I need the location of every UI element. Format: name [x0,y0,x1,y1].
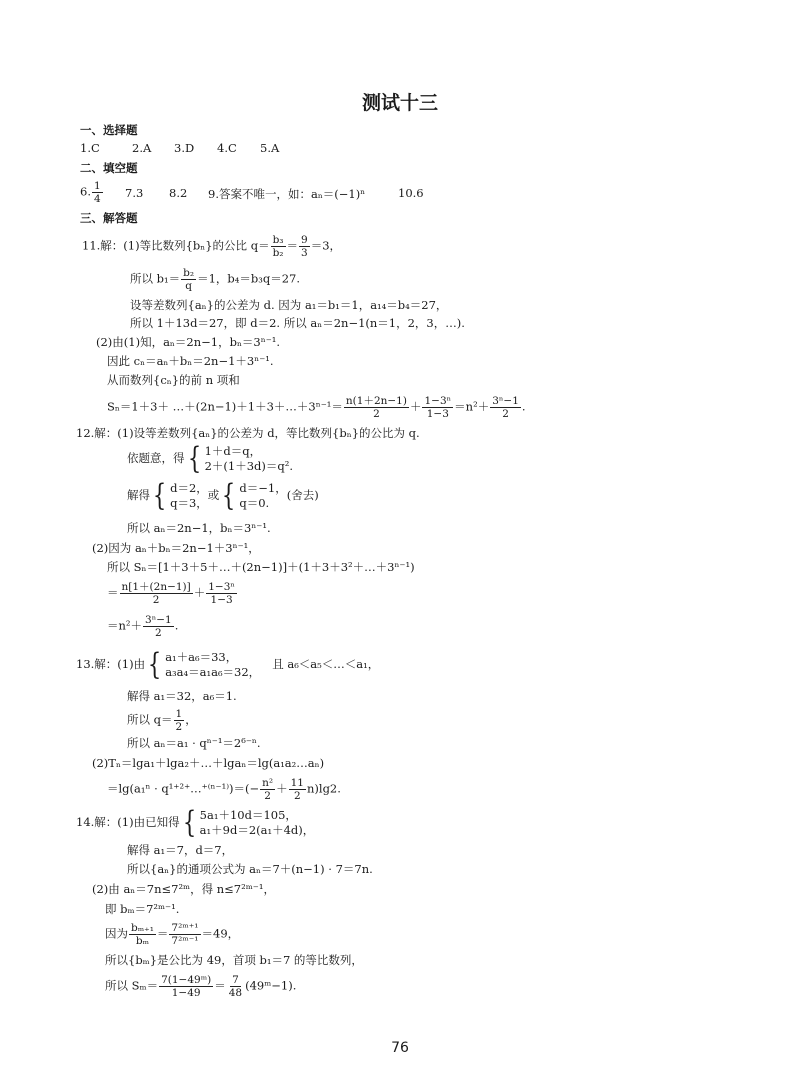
q13-line-2: 解得 a₁＝32，a₆＝1. [127,689,237,703]
q13-line-1: 13.解：(1)由 { a₁＋a₆＝33， a₃a₄＝a₁a₆＝32， 且 a₆＜a₅＜…＜a₁， [76,647,380,682]
equation-system: { 5a₁＋10d＝105， a₁＋9d＝2(a₁＋4d)， [182,805,315,840]
q11-line-5: (2)由(1)知，aₙ＝2n−1，bₙ＝3ⁿ⁻¹. [96,335,281,349]
fraction: $\frac{n(1+2n-1)}{2}$ [345,395,407,420]
fraction: $\frac{7}{48}$ [228,974,243,999]
q12-line-6: 所以 Sₙ＝[1＋3＋5＋…＋(2n−1)]＋(1＋3＋3²＋…＋3ⁿ⁻¹) [107,560,415,574]
choice-answer: 3.D [174,141,195,155]
q11-line-2: 所以 b₁＝ $\frac{\text{b₂}}{q}$ ＝1，b₄＝b₃q＝27. [130,267,300,292]
q14-line-3: 所以{aₙ}的通项公式为 aₙ＝7＋(n−1) · 7＝7n. [127,862,373,876]
fraction: $\frac{\text{1−3ⁿ}}{1-3}$ [208,581,235,606]
q11-line-7: 从而数列{cₙ}的前 n 项和 [107,373,240,387]
choice-answer: 1.C [80,141,100,155]
q12-line-5: (2)因为 aₙ＋bₙ＝2n−1＋3ⁿ⁻¹， [92,541,260,555]
fraction: $\frac{11}{2}$ [290,777,304,802]
fraction: $\frac{9}{3}$ [301,234,308,259]
q14-line-1: 14.解：(1)由已知得 { 5a₁＋10d＝105， a₁＋9d＝2(a₁＋4d)， [76,805,315,840]
q12-line-1: 12.解：(1)设等差数列{aₙ}的公差为 d，等比数列{bₙ}的公比为 q. [76,426,420,440]
section-heading-fill: 二、填空题 [80,161,138,175]
fraction: $\frac{n[1+(2n-1)]}{2}$ [121,581,191,606]
section-heading-solve: 三、解答题 [80,211,138,225]
fraction: $\frac{\text{n²}}{2}$ [262,777,274,802]
q14-line-8: 所以 Sₘ＝ $\frac{\text{7(1−49ᵐ)}}{1-49}$ ＝ $\frac{7}{48}$ (49ᵐ−1). [105,974,297,999]
equation-system: { 1＋d＝q， 2＋(1＋3d)＝q². [187,441,294,476]
q14-line-5: 即 bₘ＝7²ᵐ⁻¹. [105,902,180,916]
fill-answer-9: 9.答案不唯一，如：aₙ＝(−1)ⁿ [208,187,366,201]
q12-line-3: 解得 { d＝2， q＝3， 或 { d＝−1， q＝0. (舍去) [127,478,319,513]
equation-system: { d＝2， q＝3， [152,478,208,513]
q11-line-6: 因此 cₙ＝aₙ＋bₙ＝2n−1＋3ⁿ⁻¹. [107,354,274,368]
fill-answer-10: 10.6 [398,186,424,200]
q14-line-2: 解得 a₁＝7，d＝7， [127,843,234,857]
fraction: $\frac{\text{bₘ₊₁}}{\text{bₘ}}$ [131,922,154,947]
choice-answer: 2.A [132,141,152,155]
q14-line-4: (2)由 aₙ＝7n≤7²ᵐ，得 n≤7²ᵐ⁻¹， [92,882,275,896]
q13-line-5: (2)Tₙ＝lga₁＋lga₂＋…＋lgaₙ＝lg(a₁a₂…aₙ) [92,756,325,770]
fraction: $\frac{\text{3ⁿ−1}}{2}$ [492,395,519,420]
fraction: $\frac{\text{3ⁿ−1}}{2}$ [145,614,172,639]
q13-line-3: 所以 q＝ $\frac{1}{2}$ ， [127,708,197,733]
fill-answer-7: 7.3 [125,186,144,200]
fill-answer-8: 8.2 [169,186,188,200]
q12-line-2: 依题意，得 { 1＋d＝q， 2＋(1＋3d)＝q². [127,441,294,476]
q14-line-7: 所以{bₘ}是公比为 49，首项 b₁＝7 的等比数列， [105,953,363,967]
fraction: $\frac{\text{7(1−49ᵐ)}}{1-49}$ [161,974,212,999]
q13-line-6: ＝lg(a₁ⁿ · q¹⁺²⁺…⁺⁽ⁿ⁻¹⁾)＝(− $\frac{\text{n²}}{2}$ ＋ $\frac{11}{2}$ n)lg2. [107,777,341,802]
fraction: $\frac{1}{2}$ [175,708,183,733]
fraction: $\frac{\text{7²ᵐ⁺¹}}{\text{7²ᵐ⁻¹}}$ [171,922,199,947]
page-number: 76 [391,1040,409,1056]
q11-line-4: 所以 1＋13d＝27，即 d＝2. 所以 aₙ＝2n−1(n＝1，2，3，…). [130,316,465,330]
fill-label: 6. [80,184,91,199]
fraction: $\frac{1}{4}$ [93,180,101,205]
equation-system: { a₁＋a₆＝33， a₃a₄＝a₁a₆＝32， [147,647,261,682]
equation-system: { d＝−1， q＝0. [222,478,287,513]
q12-line-7: ＝ $\frac{n[1+(2n-1)]}{2}$ ＋ $\frac{\text{1−3ⁿ}}{1-3}$ [107,581,235,606]
choice-answer: 4.C [217,141,237,155]
q11-line-8: Sₙ＝1＋3＋ …＋(2n−1)＋1＋3＋…＋3ⁿ⁻¹＝ $\frac{n(1+2n-1)}{2}$ ＋ $\frac{\text{1−3ⁿ}}{1-3}$ ＝n²＋ $\frac{\text{3ⁿ−1}}{2}$ . [107,395,526,420]
q13-line-4: 所以 aₙ＝a₁ · qⁿ⁻¹＝2⁶⁻ⁿ. [127,736,261,750]
fraction: $\frac{\text{1−3ⁿ}}{1-3}$ [424,395,452,420]
fill-answer-6 [80,180,104,205]
q12-line-4: 所以 aₙ＝2n−1，bₙ＝3ⁿ⁻¹. [127,521,271,535]
choice-answer: 5.A [260,141,280,155]
q11-line-3: 设等差数列{aₙ}的公差为 d. 因为 a₁＝b₁＝1，a₁₄＝b₄＝27， [130,298,448,312]
q12-line-8: ＝n²＋ $\frac{\text{3ⁿ−1}}{2}$ . [107,614,179,639]
fraction: $\frac{\text{b₂}}{q}$ [183,267,195,292]
q11-line-1: 11.解：(1)等比数列{bₙ}的公比 q＝ $\frac{\text{b₃}}{\text{b₂}}$ ＝ $\frac{9}{3}$ ＝3， [82,234,342,259]
section-heading-choice: 一、选择题 [80,123,138,137]
page-title: 测试十三 [361,92,438,114]
q14-line-6: 因为 $\frac{\text{bₘ₊₁}}{\text{bₘ}}$ ＝ $\frac{\text{7²ᵐ⁺¹}}{\text{7²ᵐ⁻¹}}$ ＝49， [105,922,240,947]
fraction: $\frac{\text{b₃}}{\text{b₂}}$ [272,234,284,259]
